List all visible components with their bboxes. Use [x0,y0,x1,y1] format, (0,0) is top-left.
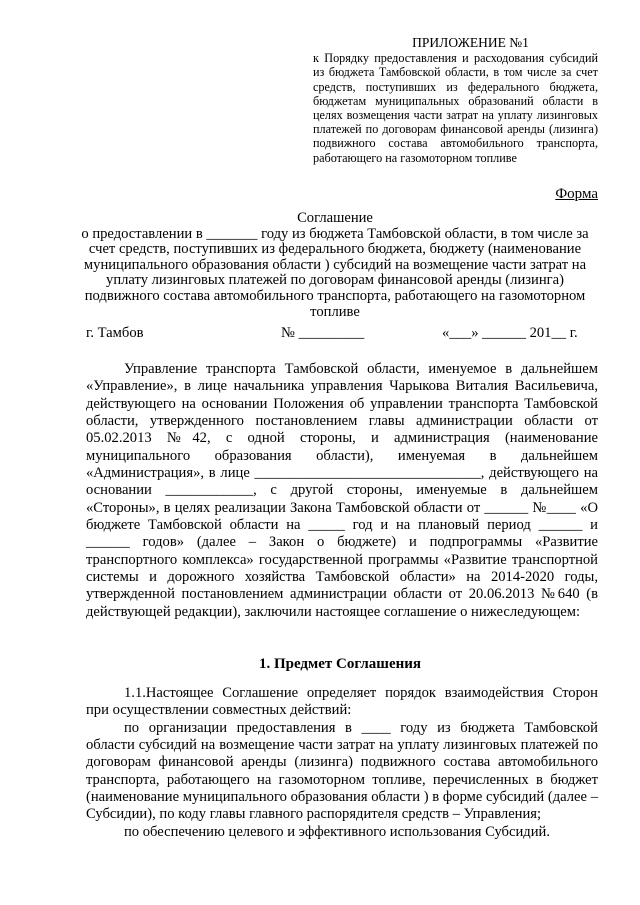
agreement-number-field: № _________ [281,325,365,341]
agreement-subtitle: о предоставлении в _______ году из бюджета Тамбовской области, в том числе за счет средств, поступивших из федерального бюджета, бюджету (наименование муниципального образования области ) субсидий на возмещение части затрат на уплату лизинговых платежей по договорам финансовой аренды (лизинга) подвижного состава автомобильного транспорта, работающего на газомоторном топливе [81,225,589,320]
section-1-title: 1. Предмет Соглашения [258,656,422,672]
preamble-paragraph: Управление транспорта Тамбовской области, именуемое в дальнейшем «Управление», в лице начальника управления Чарыкова Виталия Васильевича, действующего на основании Положения об управлении транспорта Тамбовской области, утвержденного постановлением главы администрации области от 05.02.2013 №42, с одной стороны, и администрация (наименование муниципального образования области), именуемая в дальнейшем «Администрация», в лице _______________________________, действующего на основании ____________, с другой стороны, именуемые в дальнейшем «Стороны», в целях реализации Закона Тамбовской области от ______ №____ «О бюджете Тамбовской области на _____ год и на плановый период ______ и ______ годов» (далее – Закон о бюджете) и подпрограммы «Развитие транспортного комплекса» государственной программы «Развитие транспортной системы и дорожного хозяйства Тамбовской области» на 2014-2020 годы, утвержденной постановлением администрации области от 20.06.2013 №640 (в действующей редакции), заключили настоящее соглашение о нижеследующем: [86,361,598,620]
section-1-body [86,685,598,841]
appendix-title: ПРИЛОЖЕНИЕ №1 [412,35,529,50]
agreement-date-field: «___» ______ 201__ г. [442,325,578,341]
agreement-heading [75,211,595,320]
appendix-text: к Порядку предоставления и расходования субсидий из бюджета Тамбовской области, в том числе за счет средств, поступивших из федерального бюджета, бюджетам муниципальных образований области в целях возмещения части затрат на уплату лизинговых платежей по договорам финансовой аренды (лизинга) подвижного состава автомобильного транспорта, работающего на газомоторном топливе [313,51,598,165]
form-label: Форма [555,186,598,202]
preamble-section [86,361,598,621]
section-1-paragraph-1: 1.1.Настоящее Соглашение определяет порядок взаимодействия Сторон при осуществлении совместных действий: [86,685,598,719]
section-1-paragraph-3: по обеспечению целевого и эффективного использования Субсидий. [124,823,550,840]
city-label: г. Тамбов [86,325,144,341]
agreement-title: Соглашение [297,210,373,226]
appendix-block [313,36,598,165]
place-date-row [86,325,592,343]
section-1-paragraph-2: по организации предоставления в ____ году из бюджета Тамбовской области субсидий на возмещение части затрат на уплату лизинговых платежей по договорам финансовой аренды (лизинга) подвижного состава автомобильного транспорта, работающего на газомоторном топливе, перечисленных в бюджет (наименование муниципального образования области ) в форме субсидий (далее – Субсидии), по коду главы главного распорядителя средств – Управления; [86,719,598,823]
